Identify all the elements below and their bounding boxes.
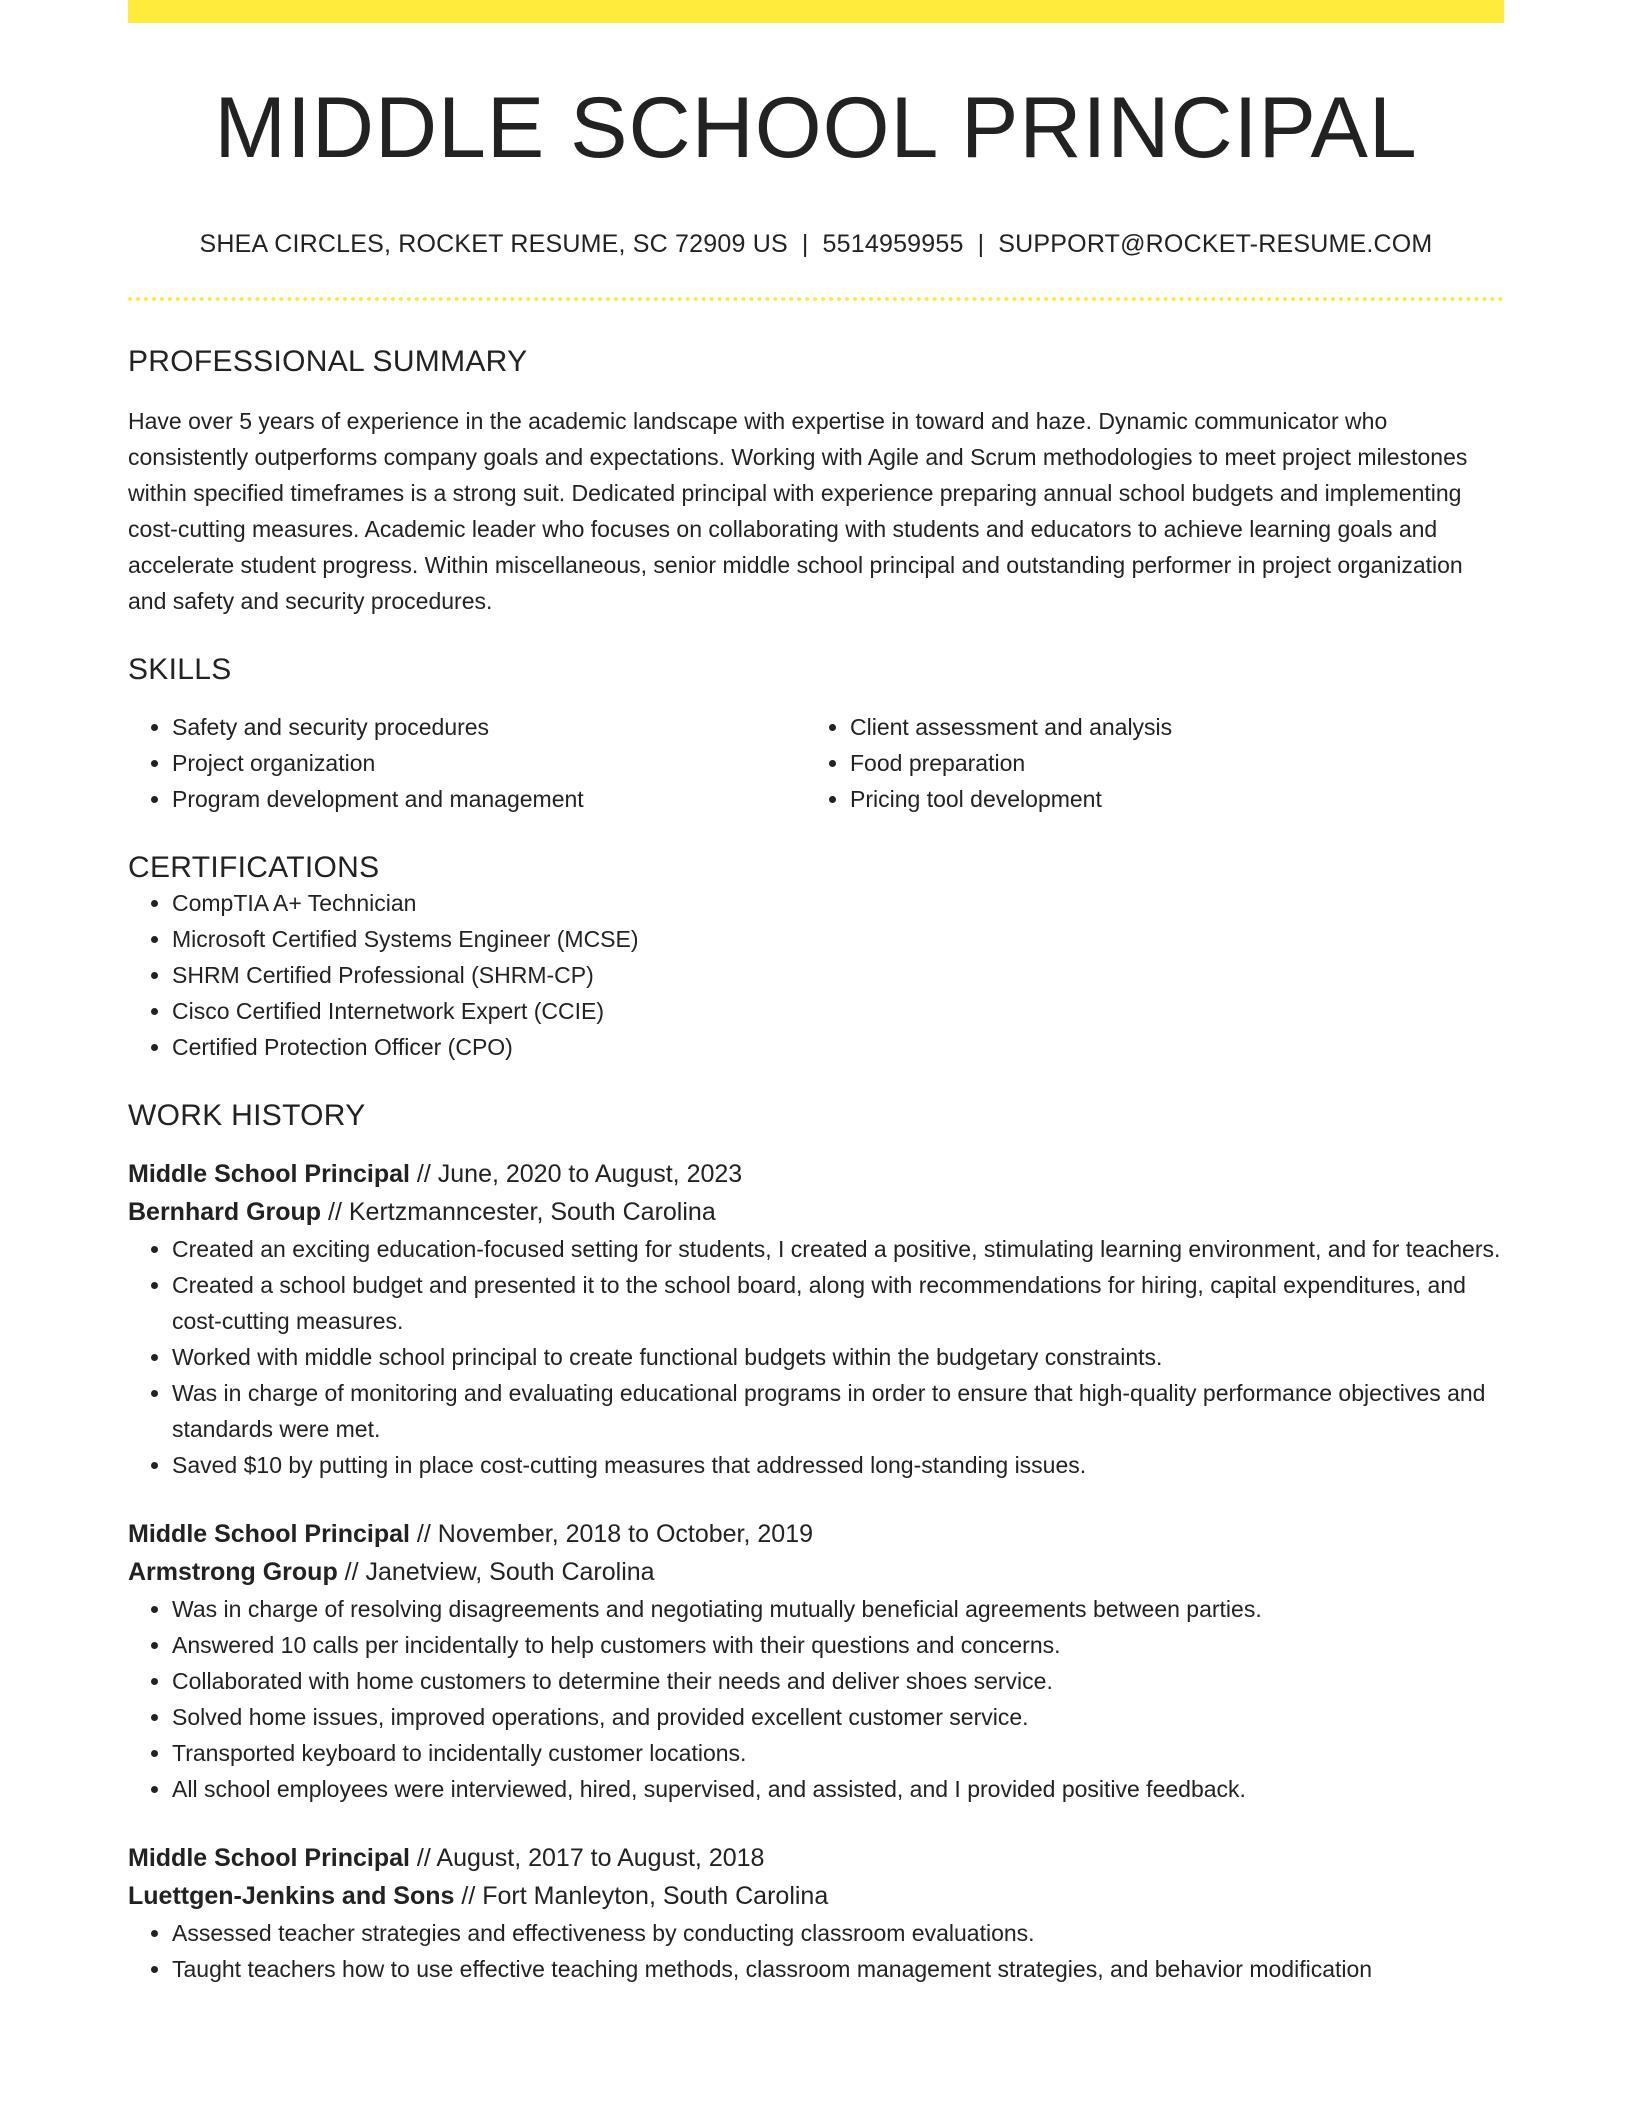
job-role-line: [128, 1839, 1504, 1877]
job-duty: • Worked with middle school principal to create functional budgets within the budgetary constraints.: [172, 1339, 1504, 1375]
job-company: Luettgen-Jenkins and Sons: [128, 1881, 455, 1910]
certification-item: • CompTIA A+ Technician: [172, 885, 1504, 921]
job-duty: • Saved $10 by putting in place cost-cutting measures that addressed long-standing issues.: [172, 1447, 1504, 1483]
job-company-line: [128, 1877, 1504, 1915]
certification-item: • Microsoft Certified Systems Engineer (MCSE): [172, 921, 1504, 957]
skills-grid: [128, 709, 1504, 817]
contact-line: [128, 230, 1504, 259]
job-duty: • Transported keyboard to incidentally customer locations.: [172, 1735, 1504, 1771]
header-divider: [128, 297, 1504, 301]
job-duties: [128, 1915, 1504, 1987]
contact-separator: |: [801, 229, 809, 258]
candidate-title: MIDDLE SCHOOL PRINCIPAL: [214, 80, 1418, 176]
resume-page: [128, 0, 1504, 1987]
job-role: Middle School Principal: [128, 1159, 410, 1188]
job-company-line: [128, 1553, 1504, 1591]
job-duty: • Assessed teacher strategies and effectiveness by conducting classroom evaluations.: [172, 1915, 1504, 1951]
job-location: // Fort Manleyton, South Carolina: [454, 1881, 829, 1910]
job-duties: [128, 1591, 1504, 1807]
job-duty: • Created a school budget and presented it to the school board, along with recommendations for hiring, capital expenditures, and cost-cutting measures.: [172, 1267, 1504, 1339]
skills-left-column: [128, 709, 806, 817]
skill-item: • Pricing tool development: [850, 781, 1484, 817]
skill-item: • Client assessment and analysis: [850, 709, 1484, 745]
job-duty: • All school employees were interviewed, hired, supervised, and assisted, and I provided positive feedback.: [172, 1771, 1504, 1807]
top-accent-bar: [128, 0, 1504, 23]
certification-item: • Certified Protection Officer (CPO): [172, 1029, 1504, 1065]
job-location: // Janetview, South Carolina: [337, 1557, 655, 1586]
skills-right-column: [806, 709, 1484, 817]
job-entry: [128, 1155, 1504, 1483]
job-duty: • Created an exciting education-focused setting for students, I created a positive, stimulating learning environment, and for teachers.: [172, 1231, 1504, 1267]
work-history-heading: WORK HISTORY: [128, 1098, 366, 1132]
skill-item: • Program development and management: [172, 781, 806, 817]
certifications-list: [128, 885, 1504, 1065]
certifications-heading: CERTIFICATIONS: [128, 850, 380, 884]
job-entry: [128, 1515, 1504, 1807]
contact-phone: 5514959955: [822, 229, 964, 258]
job-dates: // August, 2017 to August, 2018: [409, 1843, 765, 1872]
job-duty: • Solved home issues, improved operations, and provided excellent customer service.: [172, 1699, 1504, 1735]
job-duty: • Was in charge of resolving disagreements and negotiating mutually beneficial agreements between parties.: [172, 1591, 1504, 1627]
job-role: Middle School Principal: [128, 1519, 410, 1548]
skill-item: • Safety and security procedures: [172, 709, 806, 745]
job-dates: // June, 2020 to August, 2023: [409, 1159, 743, 1188]
job-role-line: [128, 1155, 1504, 1193]
skills-heading: SKILLS: [128, 652, 232, 686]
job-duty: • Answered 10 calls per incidentally to help customers with their questions and concerns.: [172, 1627, 1504, 1663]
job-duty: • Was in charge of monitoring and evaluating educational programs in order to ensure that high-quality performance objectives and standards were met.: [172, 1375, 1504, 1447]
skill-item: • Food preparation: [850, 745, 1484, 781]
job-company: Bernhard Group: [128, 1197, 322, 1226]
job-location: // Kertzmanncester, South Carolina: [321, 1197, 716, 1226]
summary-text: Have over 5 years of experience in the academic landscape with expertise in toward and haze. Dynamic communicator who consistently outperforms company goals and expectations. Working with Agile and Scrum methodologies to meet project milestones within specified timeframes is a strong suit. Dedicated principal with experience preparing annual school budgets and implementing cost-cutting measures. Academic leader who focuses on collaborating with students and educators to achieve learning goals and accelerate student progress. Within miscellaneous, senior middle school principal and outstanding performer in project organization and safety and security procedures.: [128, 407, 1468, 614]
contact-email: SUPPORT@ROCKET-RESUME.COM: [998, 229, 1433, 258]
job-company-line: [128, 1193, 1504, 1231]
job-dates: // November, 2018 to October, 2019: [409, 1519, 814, 1548]
job-role-line: [128, 1515, 1504, 1553]
job-entry: [128, 1839, 1504, 1987]
certification-item: • SHRM Certified Professional (SHRM-CP): [172, 957, 1504, 993]
job-duty: • Collaborated with home customers to determine their needs and deliver shoes service.: [172, 1663, 1504, 1699]
contact-address: SHEA CIRCLES, ROCKET RESUME, SC 72909 US: [199, 229, 788, 258]
summary-heading: PROFESSIONAL SUMMARY: [128, 344, 528, 378]
skill-item: • Project organization: [172, 745, 806, 781]
job-duty: • Taught teachers how to use effective teaching methods, classroom management strategies, and behavior modification: [172, 1951, 1504, 1987]
job-role: Middle School Principal: [128, 1843, 410, 1872]
contact-separator: |: [977, 229, 985, 258]
job-company: Armstrong Group: [128, 1557, 338, 1586]
certification-item: • Cisco Certified Internetwork Expert (CCIE): [172, 993, 1504, 1029]
job-duties: [128, 1231, 1504, 1483]
